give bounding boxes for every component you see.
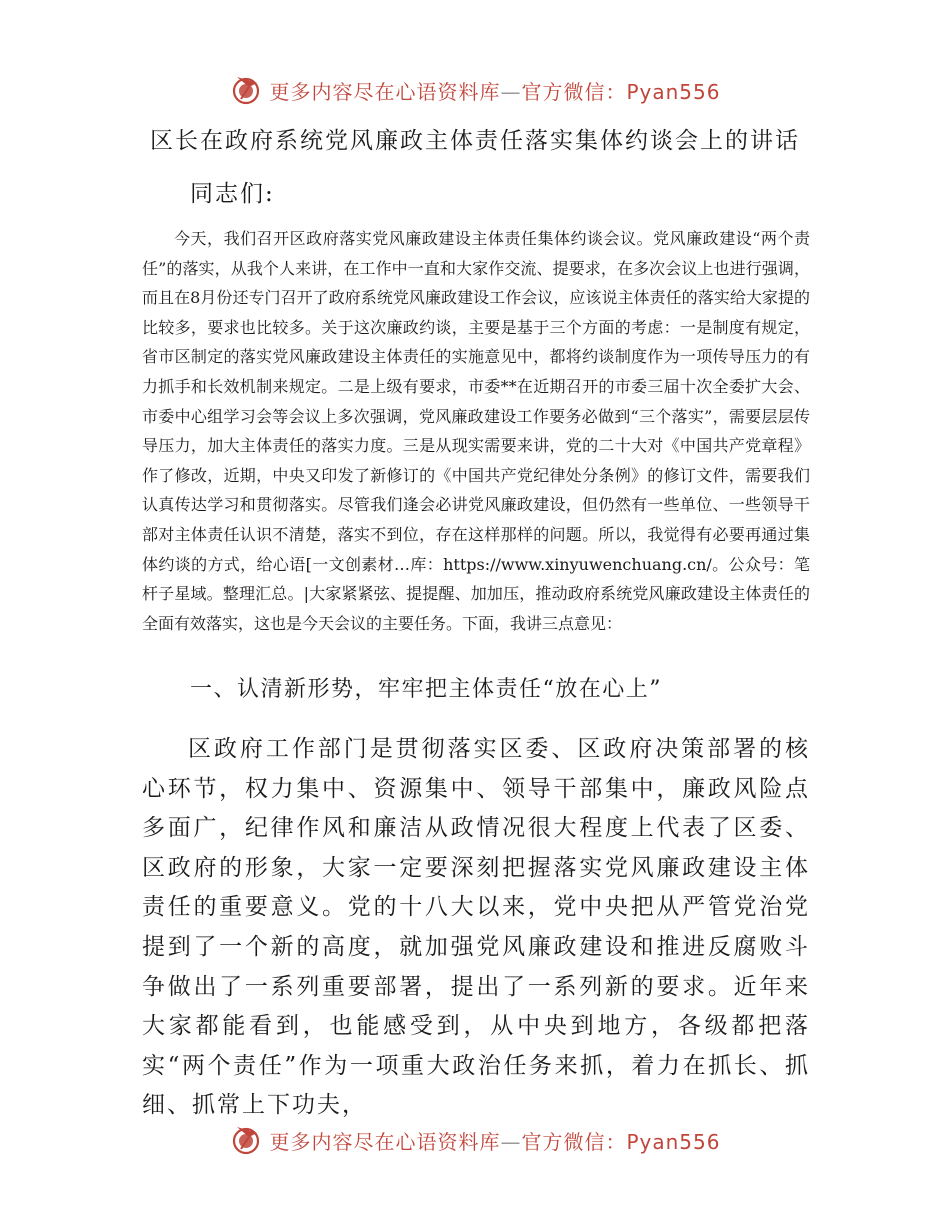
- header-banner-separator: —: [500, 79, 522, 104]
- header-banner-slogan: 更多内容尽在心语资料库: [269, 79, 501, 104]
- footer-banner-wechat: 官方微信：Pyan556: [521, 1129, 721, 1154]
- header-banner-text: [269, 76, 720, 105]
- quill-logo-icon: [229, 73, 263, 107]
- greeting: 同志们:: [190, 181, 275, 207]
- document-title: 区长在政府系统党风廉政主体责任落实集体约谈会上的讲话: [150, 128, 800, 154]
- quill-logo-icon: [229, 1123, 263, 1157]
- section-1-paragraph: 区政府工作部门是贯彻落实区委、区政府决策部署的核心环节，权力集中、资源集中、领导干部集中，廉政风险点多面广，纪律作风和廉洁从政情况很大程度上代表了区委、区政府的形象，大家一定要深刻把握落实党风廉政建设主体责任的重要意义。党的十八大以来，党中央把从严管党治党提到了一个新的高度，就加强党风廉政建设和推进反腐败斗争做出了一系列重要部署，提出了一系列新的要求。近年来大家都能看到，也能感受到，从中央到地方，各级都把落实“两个责任”作为一项重大政治任务来抓，着力在抓长、抓细、抓常上下功夫，: [142, 736, 810, 1119]
- header-banner-wechat: 官方微信：Pyan556: [521, 79, 721, 104]
- intro-paragraph: 今天，我们召开区政府落实党风廉政建设主体责任集体约谈会议。党风廉政建设“两个责任”的落实，从我个人来讲，在工作中一直和大家作交流、提要求，在多次会议上也进行强调，而且在8月份还专门召开了政府系统党风廉政建设工作会议，应该说主体责任的落实给大家提的比较多，要求也比较多。关于这次廉政约谈，主要是基于三个方面的考虑：一是制度有规定，省市区制定的落实党风廉政建设主体责任的实施意见中，都将约谈制度作为一项传导压力的有力抓手和长效机制来规定。二是上级有要求，市委**在近期召开的市委三届十次全委扩大会、市委中心组学习会等会议上多次强调，党风廉政建设工作要务必做到“三个落实”，需要层层传导压力，加大主体责任的落实力度。三是从现实需要来讲，党的二十大对《中国共产党章程》作了修改，近期，中央又印发了新修订的《中国共产党纪律处分条例》的修订文件，需要我们认真传达学习和贯彻落实。尽管我们逢会必讲党风廉政建设，但仍然有一些单位、一些领导干部对主体责任认识不清楚，落实不到位，存在这样那样的问题。所以，我觉得有必要再通过集体约谈的方式，给心语[一文创素材…库：https://www.xinyuwenchuang.cn/。公众号：笔杆子星域。整理汇总。|大家紧紧弦、提提醒、加加压，推动政府系统党风廉政建设主体责任的全面有效落实，这也是今天会议的主要任务。下面，我讲三点意见：: [142, 229, 810, 633]
- footer-banner-separator: —: [500, 1129, 522, 1154]
- footer-banner: [0, 1120, 950, 1160]
- footer-banner-slogan: 更多内容尽在心语资料库: [269, 1129, 501, 1154]
- header-banner: [0, 70, 950, 110]
- footer-banner-text: [269, 1126, 720, 1155]
- section-1-heading: 一、认清新形势，牢牢把主体责任“放在心上”: [190, 677, 662, 702]
